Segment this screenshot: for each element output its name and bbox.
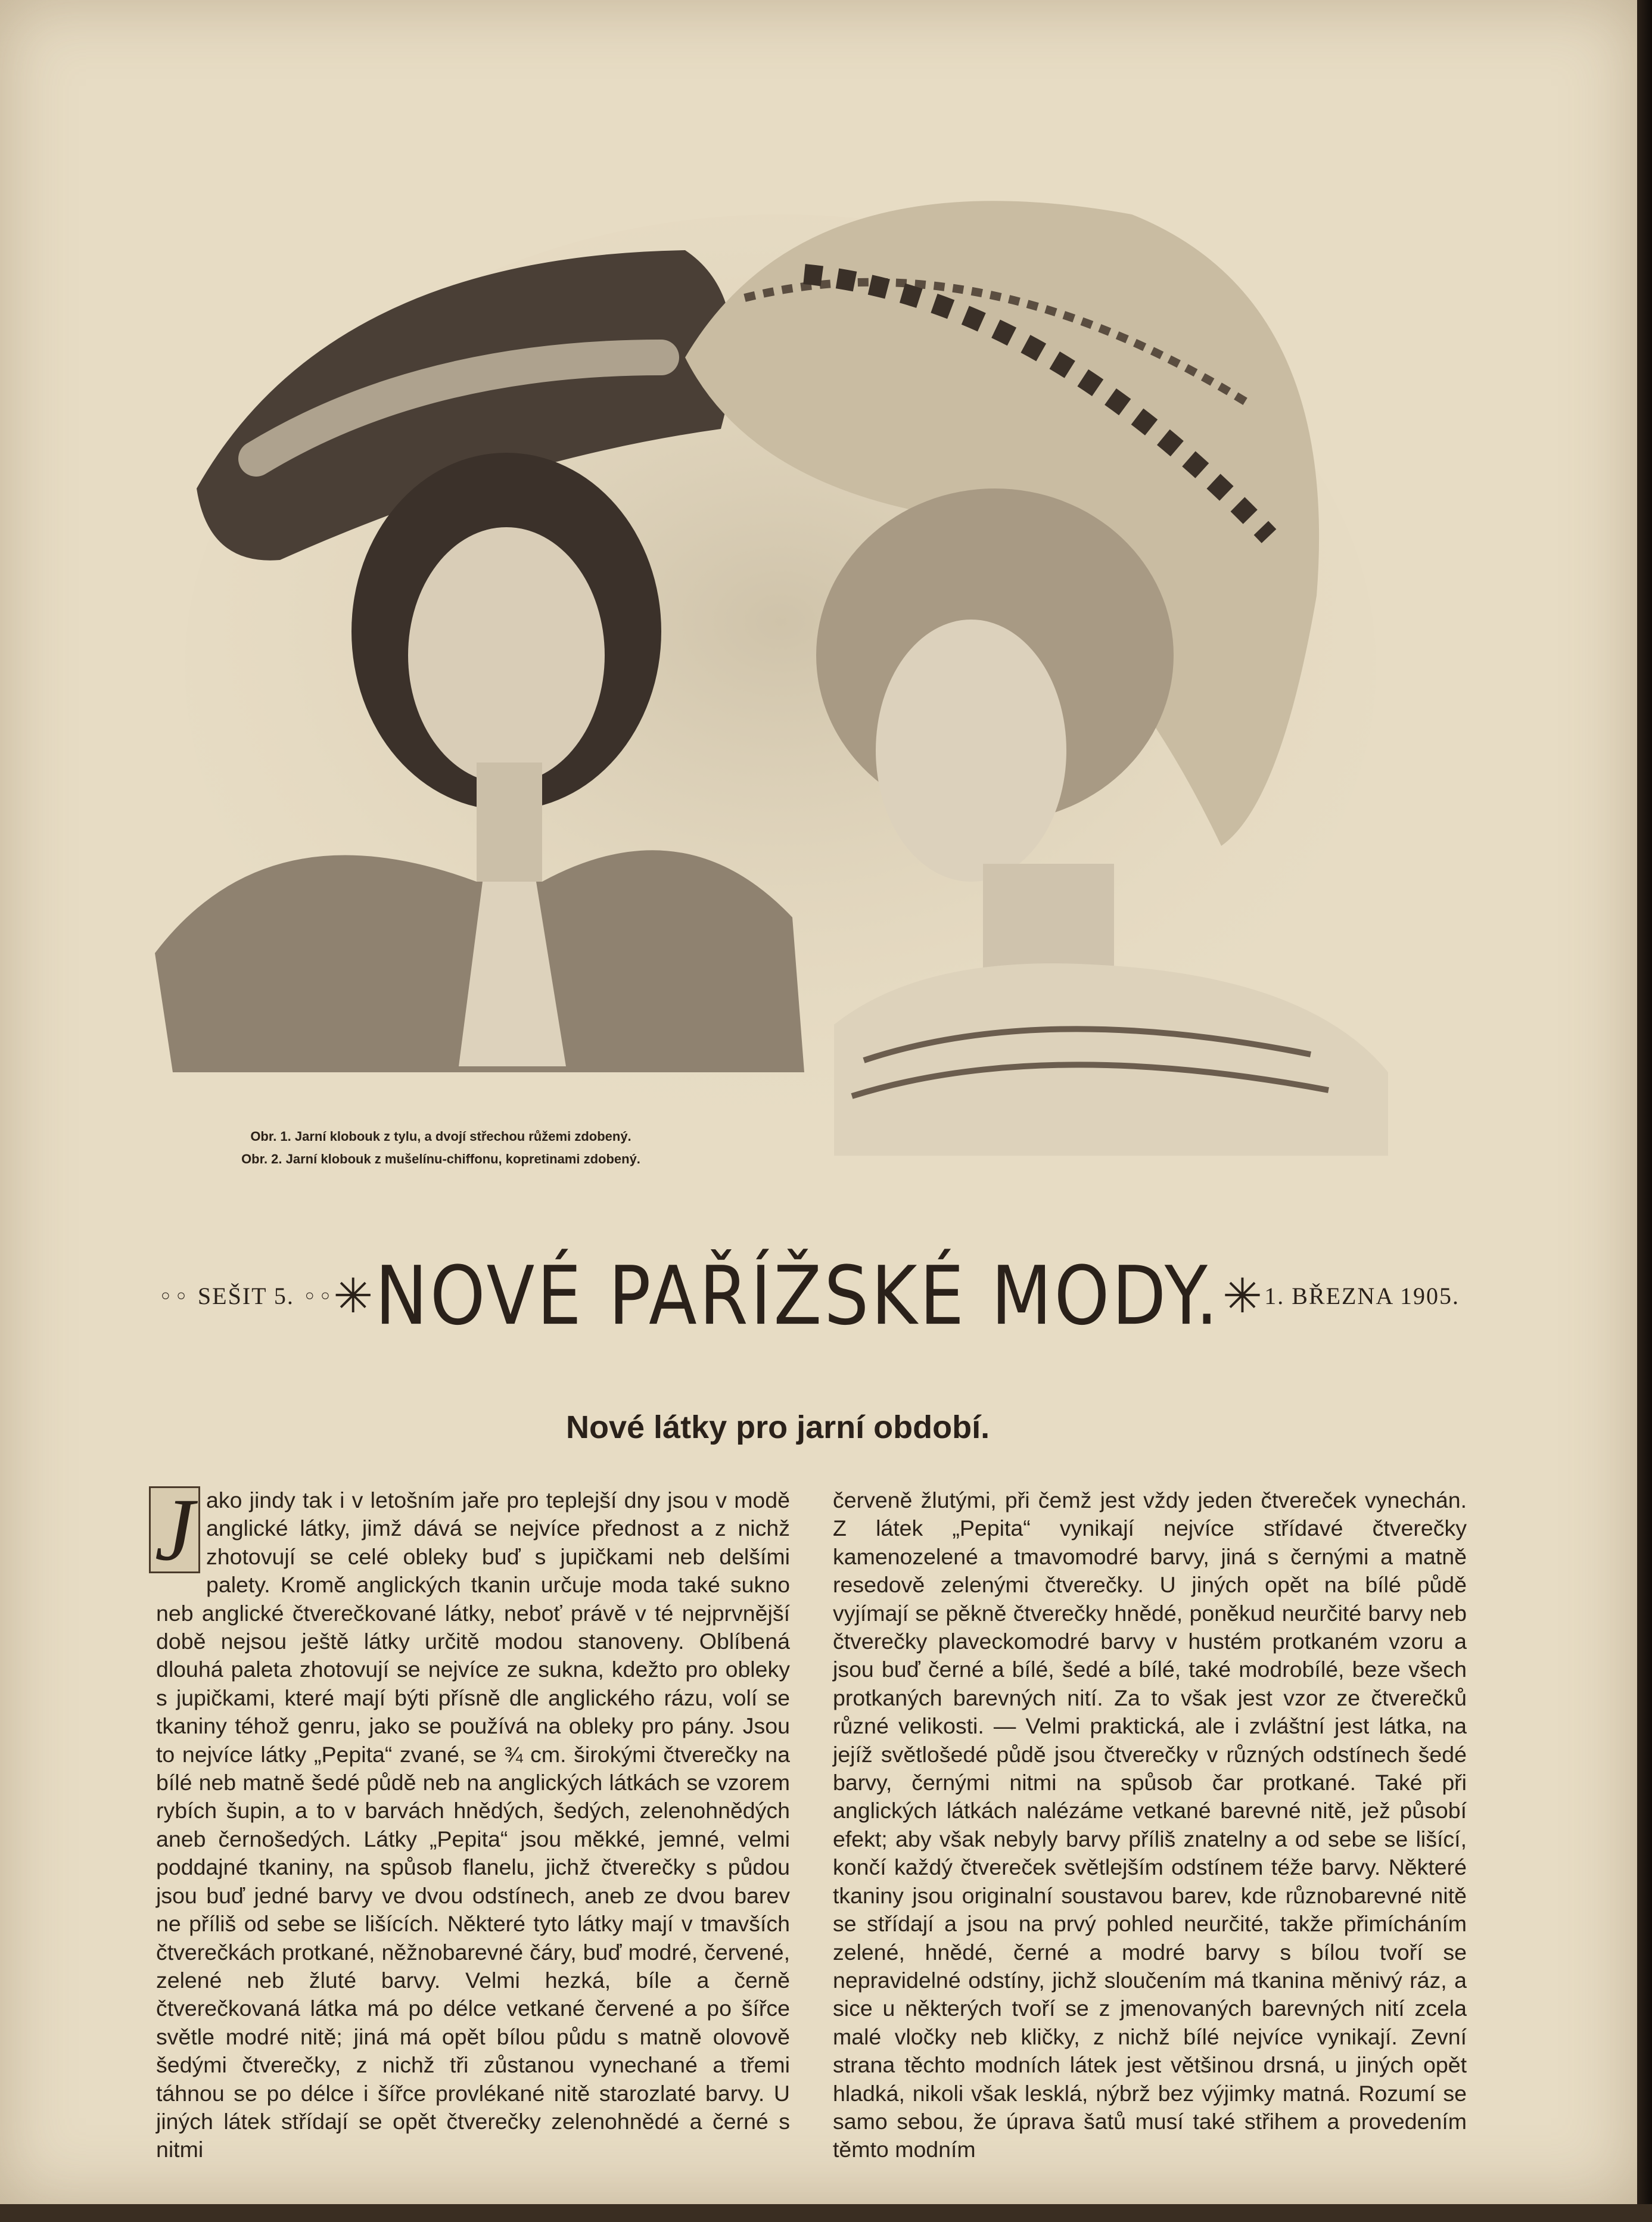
- issue-number: SEŠIT 5.: [197, 1282, 294, 1309]
- article-column-1-text: ako jindy tak i v letošním jaře pro teplejší dny jsou v modě anglické látky, jimž dává se nejvíce přednost a z nichž zhotovují se celé obleky buď s jupičkami neb delšími palety. Kromě anglických tkanin určuje moda také sukno neb anglické čtverečkované látky, neboť právě v té nejprvnější době nejsou ještě látky určitě modou stanoveny. Oblíbená dlouhá paleta zhotovují se nejvíce ze sukna, kdežto pro obleky s jupičkami, které mají býti přísně dle anglického rázu, volí se tkaniny téhož genru, jako se používá na obleky pro pány. Jsou to nejvíce látky „Pepita“ zvané, se ¾ cm. širokými čtverečky na bílé neb matně šedé půdě neb na anglických látkách se vzorem rybích šupin, a to v barvách hnědých, šedých, zelenohnědých aneb černošedých. Látky „Pepita“ jsou měkké, jemné, velmi poddajné tkaniny, na spůsob flanelu, jichž čtverečky s půdou jsou buď jedné barvy ve dvou odstínech, aneb ze dvou barev ne příliš od sebe se lišících. Některé tyto látky mají v tmavších čtverečkách protkané, něžnobarevné čáry, buď modré, červené, zelené neb žluté barvy. Velmi hezká, bíle a černě čtverečkovaná látka má po délce vetkané červené a po šířce světle modré nitě; jiná má opět bílou půdu s matně olovově šedými čtverečky, z nichž tři zůstanou vynechané a třemi táhnou se po délce i šířce provlékané nitě starozlaté barvy. U jiných látek střídají se opět čtverečky zelenohnědé a černé s nitmi: [156, 1487, 790, 2162]
- issue-date: 1. BŘEZNA 1905.: [1264, 1282, 1460, 1309]
- caption-figure-1: Obr. 1. Jarní klobouk z tylu, a dvojí střechou růžemi zdobený.: [250, 1129, 631, 1144]
- scan-bottom-edge: [0, 2204, 1652, 2222]
- article-body: [154, 1480, 1467, 2177]
- circle-ornament-icon: ○ ○: [304, 1287, 331, 1304]
- magazine-title: NOVÉ PAŘÍŽSKÉ MODY.: [375, 1248, 1221, 1343]
- two-women-hats-illustration-icon: [149, 179, 1412, 1180]
- decorative-dropcap: J: [149, 1486, 200, 1573]
- star-ornament-icon: ✳: [333, 1268, 374, 1324]
- issue-number-group: [161, 1282, 331, 1310]
- scan-edge: [1637, 0, 1652, 2222]
- caption-figure-2: Obr. 2. Jarní klobouk z mušelínu-chiffonu, kopretinami zdobený.: [241, 1152, 640, 1166]
- article-column-1: [154, 1480, 790, 2177]
- figure-captions: [232, 1129, 649, 1174]
- fashion-illustration: [149, 179, 1412, 1180]
- article-heading: Nové látky pro jarní období.: [566, 1409, 990, 1445]
- article-column-2: [833, 1486, 1467, 2177]
- masthead: [161, 1242, 1460, 1349]
- article-column-2-text: červeně žlutými, při čemž jest vždy jeden čtvereček vynechán. Z látek „Pepita“ vynikají nejvíce střídavé čtverečky kamenozelené a tmavomodré barvy, jiná s černými a matně resedově zelenými čtverečky. U jiných opět na bílé půdě vyjímají se pěkně čtverečky hnědé, poněkud neurčité barvy neb čtverečky plaveckomodré barvy v hustém protkaném vzoru a jsou buď černé a bílé, šedé a bílé, také modrobílé, beze všech protkaných barevných nití. Za to však jest vzor ze čtverečků různé velikosti. — Velmi praktická, ale i zvláštní jest látka, na jejíž světlošedé půdě jsou čtverečky v různých odstínech šedé barvy, černými nitmi na spůsob čar protkané. Také při anglických látkách nalézáme vetkané barevné nitě, jež působí efekt; aby však nebyly barvy příliš znatelny a od sebe se lišící, končí každý čtvereček světlejším odstínem téže barvy. Některé tkaniny jsou originalní soustavou barev, kde různobarevné nitě se střídají a jsou na prvý pohled neurčité, takže přimícháním zelené, hnědé, černé a modré barvy s bílou tvoří se nepravidelné odstíny, jichž sloučením má tkanina měnivý ráz, a sice u některých tvoří se z jmenovaných barevných nití zcela malé vločky neb kličky, z nichž bílé nejvíce vynikají. Zevní strana těchto modních látek jest většinou drsná, u jiných opět hladká, nikoli však lesklá, nýbrž bez výjimky matná. Rozumí se samo sebou, že úprava šatů musí také střihem a provedením těmto modním: [833, 1487, 1467, 2162]
- star-ornament-icon: ✳: [1222, 1268, 1262, 1324]
- circle-ornament-icon: ○ ○: [161, 1287, 187, 1304]
